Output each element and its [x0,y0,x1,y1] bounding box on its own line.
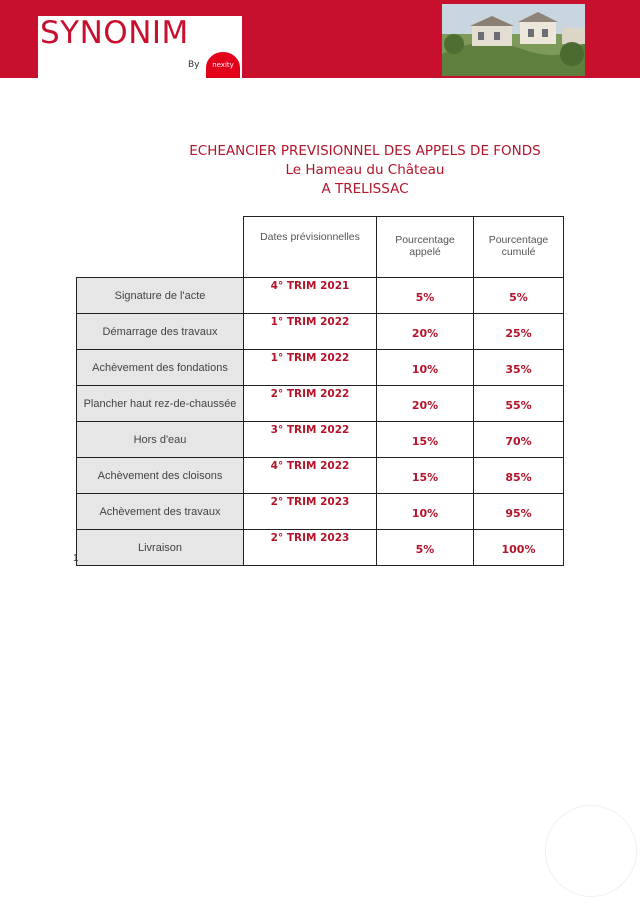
table-row [77,530,564,566]
row-cumul: 35% [474,350,564,386]
brand-name: SYNONIM [40,15,189,51]
row-label: Hors d'eau [77,422,244,458]
row-cumul: 85% [474,458,564,494]
row-called: 10% [377,350,474,386]
document-title [160,142,570,199]
row-label: Signature de l'acte [77,278,244,314]
row-called: 20% [377,386,474,422]
row-label: Achèvement des cloisons [77,458,244,494]
nexity-logo: nexity [206,52,240,78]
row-date: 2° TRIM 2023 [244,530,377,566]
project-photo [442,4,585,76]
title-line-1: ECHEANCIER PREVISIONNEL DES APPELS DE FONDS [189,143,541,159]
row-called: 15% [377,422,474,458]
header-called-line2: appelé [409,246,441,258]
header-cumul-line1: Pourcentage [488,234,549,246]
row-called: 15% [377,458,474,494]
header-empty-cell [77,217,244,278]
header-called [377,217,474,278]
header-cumul [474,217,564,278]
table-row [77,494,564,530]
row-date: 1° TRIM 2022 [244,314,377,350]
row-cumul: 95% [474,494,564,530]
row-cumul: 5% [474,278,564,314]
row-date: 2° TRIM 2022 [244,386,377,422]
payment-schedule-table [76,216,564,566]
header-date-label: Dates prévisionnelles [260,231,360,243]
header-cumul-line2: cumulé [501,246,536,258]
row-date: 4° TRIM 2021 [244,278,377,314]
table-row [77,350,564,386]
row-date: 2° TRIM 2023 [244,494,377,530]
page-number: 1 [73,553,79,564]
header-called-line1: Pourcentage [395,234,455,246]
table-row [77,278,564,314]
row-cumul: 70% [474,422,564,458]
row-label: Achèvement des travaux [77,494,244,530]
table-header-row [77,217,564,278]
title-line-3: A TRELISSAC [321,181,409,197]
header-date [244,217,377,278]
row-cumul: 55% [474,386,564,422]
watermark-seal [545,805,637,897]
row-date: 1° TRIM 2022 [244,350,377,386]
row-date: 4° TRIM 2022 [244,458,377,494]
row-called: 20% [377,314,474,350]
row-called: 5% [377,530,474,566]
row-called: 10% [377,494,474,530]
row-label: Achèvement des fondations [77,350,244,386]
row-cumul: 100% [474,530,564,566]
title-line-2: Le Hameau du Château [285,162,445,178]
row-label: Démarrage des travaux [77,314,244,350]
table-row [77,314,564,350]
table-row [77,458,564,494]
table-row [77,386,564,422]
row-label: Plancher haut rez-de-chaussée [77,386,244,422]
brand-by: By [188,60,200,70]
table-row [77,422,564,458]
row-date: 3° TRIM 2022 [244,422,377,458]
row-called: 5% [377,278,474,314]
row-cumul: 25% [474,314,564,350]
row-label: Livraison [77,530,244,566]
synonim-logo [38,16,242,80]
